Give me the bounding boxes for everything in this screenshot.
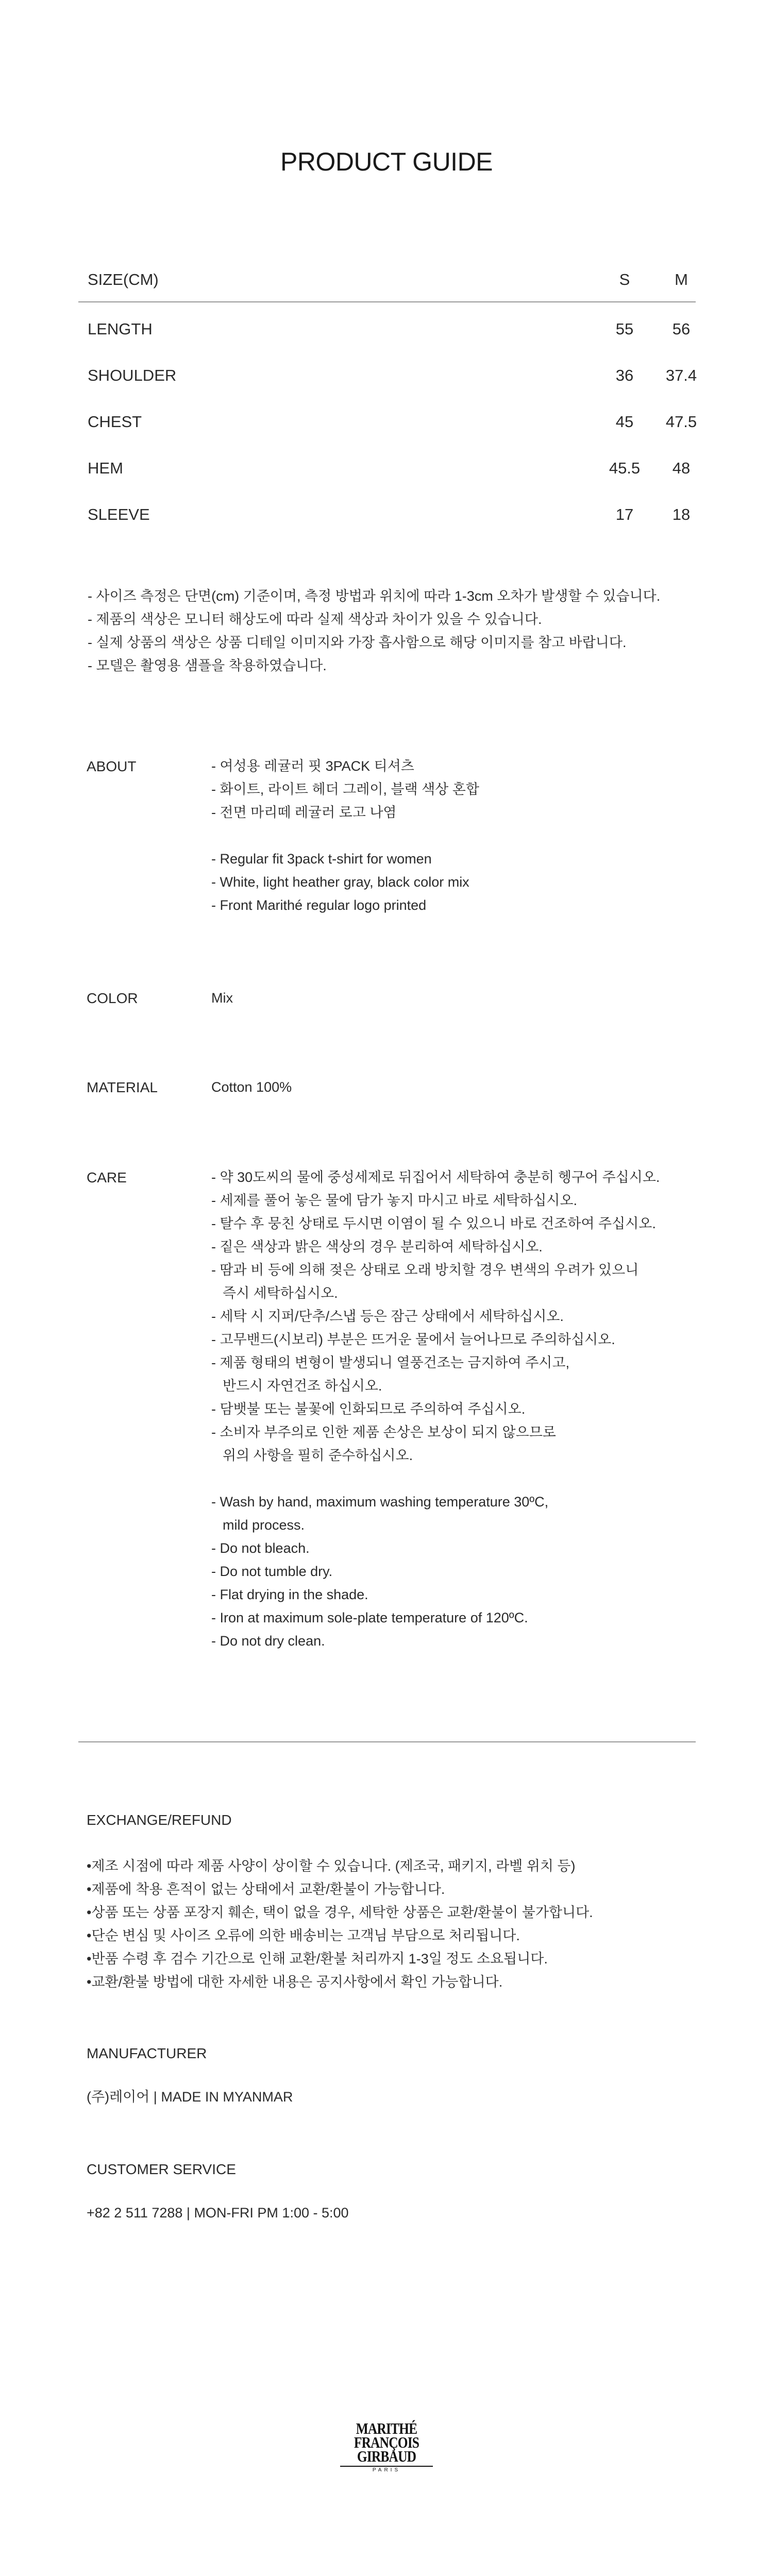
exchange-line: •상품 또는 상품 포장지 훼손, 택이 없을 경우, 세탁한 상품은 교환/환불이 불가합니다. (87, 1905, 593, 1920)
size-header-label: SIZE(CM) (88, 270, 159, 289)
size-row-s: 36 (615, 366, 634, 384)
care-ko-line: - 세제를 풀어 놓은 물에 담가 놓지 마시고 바로 세탁하십시오. (211, 1193, 577, 1208)
about-en-line: - Regular fit 3pack t-shirt for women (211, 851, 432, 867)
care-en-line: - Wash by hand, maximum washing temperature 30ºC, (211, 1494, 549, 1510)
note-line: - 사이즈 측정은 단면(cm) 기준이며, 측정 방법과 위치에 따라 1-3cm 오차가 발생할 수 있습니다. (88, 588, 661, 604)
care-section (87, 1166, 705, 1660)
about-en-line: - White, light heather gray, black color mix (211, 874, 469, 890)
size-table-header (78, 260, 696, 302)
exchange-line: •교환/환불 방법에 대한 자세한 내용은 공지사항에서 확인 가능합니다. (87, 1974, 503, 1990)
size-row-m: 37.4 (665, 366, 697, 384)
spacer (211, 1467, 706, 1490)
size-row-m: 47.5 (665, 413, 697, 431)
note-line: - 모델은 촬영용 샘플을 착용하였습니다. (88, 658, 327, 673)
about-ko-line: - 여성용 레귤러 핏 3PACK 티셔츠 (211, 758, 414, 774)
size-row-label: LENGTH (88, 320, 153, 338)
about-en-line: - Front Marithé regular logo printed (211, 897, 427, 913)
size-row-m: 18 (672, 505, 691, 523)
size-row-chest (78, 400, 696, 447)
exchange-line: •반품 수령 후 검수 기간으로 인해 교환/환불 처리까지 1-3일 정도 소요됩니다. (87, 1951, 548, 1967)
page-title: PRODUCT GUIDE (280, 147, 493, 176)
section-divider (78, 1741, 696, 1742)
customer-service-title: CUSTOMER SERVICE (87, 2161, 236, 2177)
exchange-body (87, 1855, 705, 1994)
exchange-line: •단순 변심 및 사이즈 오류에 의한 배송비는 고객님 부담으로 처리됩니다. (87, 1928, 520, 1943)
size-row-label: SHOULDER (88, 366, 177, 384)
care-en-line: - Do not dry clean. (211, 1633, 325, 1649)
size-row-hem (78, 447, 696, 493)
about-ko-line: - 화이트, 라이트 헤더 그레이, 블랙 색상 혼합 (211, 782, 479, 797)
size-row-sleeve (78, 493, 696, 539)
size-header-m: M (675, 270, 688, 289)
care-en-line: - Iron at maximum sole-plate temperature of 120ºC. (211, 1610, 528, 1625)
material-section (87, 1076, 705, 1101)
color-section (87, 987, 705, 1012)
care-ko-line: - 제품 형태의 변형이 발생되니 열풍건조는 금지하여 주시고, (211, 1355, 569, 1370)
logo-rule (340, 2466, 433, 2467)
size-table (78, 260, 696, 539)
care-ko-line: - 짙은 색상과 밝은 색상의 경우 분리하여 세탁하십시오. (211, 1239, 543, 1255)
care-ko-line: - 소비자 부주의로 인한 제품 손상은 보상이 되지 않으므로 (211, 1425, 556, 1440)
size-row-shoulder (78, 354, 696, 400)
manufacturer-title: MANUFACTURER (87, 2045, 207, 2061)
care-en-line: - Do not bleach. (211, 1540, 310, 1556)
size-row-length (78, 308, 696, 354)
care-ko-line: 즉시 세탁하십시오. (223, 1285, 338, 1301)
care-ko-line: - 고무밴드(시보리) 부분은 뜨거운 물에서 늘어나므로 주의하십시오. (211, 1332, 615, 1347)
color-value: Mix (211, 990, 233, 1006)
care-ko-line: - 담뱃불 또는 불꽃에 인화되므로 주의하여 주십시오. (211, 1401, 526, 1417)
size-row-label: CHEST (88, 413, 142, 431)
logo-paris: PARIS (372, 2467, 401, 2473)
color-label: COLOR (87, 990, 138, 1006)
size-row-label: HEM (88, 459, 123, 477)
manufacturer-value: (주)레이어 | MADE IN MYANMAR (87, 2089, 293, 2105)
note-line: - 실제 상품의 색상은 상품 디테일 이미지와 가장 흡사함으로 해당 이미지를 참고 바랍니다. (88, 635, 627, 650)
spacer (211, 824, 706, 848)
logo-line: GIRBAUD (357, 2447, 416, 2465)
logo-line: FRANÇOIS (354, 2433, 419, 2451)
care-ko-line: 위의 사항을 필히 준수하십시오. (223, 1448, 413, 1463)
size-row-m: 56 (672, 320, 691, 338)
size-header-s: S (619, 270, 630, 289)
material-label: MATERIAL (87, 1079, 158, 1095)
care-en-line: - Flat drying in the shade. (211, 1587, 368, 1602)
size-row-s: 45.5 (609, 459, 641, 477)
size-row-s: 17 (615, 505, 634, 523)
note-line: - 제품의 색상은 모니터 해상도에 따라 실제 색상과 차이가 있을 수 있습니다. (88, 612, 542, 627)
care-en-line: - Do not tumble dry. (211, 1564, 333, 1579)
about-section (87, 755, 705, 920)
about-content (211, 755, 706, 917)
size-row-s: 45 (615, 413, 634, 431)
size-row-s: 55 (615, 320, 634, 338)
care-ko-line: 반드시 자연건조 하십시오. (223, 1378, 382, 1394)
care-label: CARE (87, 1170, 127, 1185)
exchange-line: •제조 시점에 따라 제품 사양이 상이할 수 있습니다. (제조국, 패키지, 라벨 위치 등) (87, 1858, 576, 1874)
exchange-line: •제품에 착용 흔적이 없는 상태에서 교환/환불이 가능합니다. (87, 1882, 445, 1897)
care-en-line: mild process. (223, 1517, 305, 1533)
logo-line: MARITHÉ (356, 2419, 417, 2437)
material-value: Cotton 100% (211, 1079, 292, 1095)
about-label: ABOUT (87, 758, 137, 774)
care-ko-line: - 약 30도씨의 물에 중성세제로 뒤집어서 세탁하여 충분히 헹구어 주십시오. (211, 1170, 660, 1185)
care-ko-line: - 세탁 시 지퍼/단추/스냅 등은 잠근 상태에서 세탁하십시오. (211, 1309, 564, 1324)
size-row-m: 48 (672, 459, 691, 477)
about-ko-line: - 전면 마리떼 레귤러 로고 나염 (211, 805, 397, 820)
care-ko-line: - 탈수 후 뭉친 상태로 두시면 이염이 될 수 있으니 바로 건조하여 주십시오. (211, 1216, 656, 1231)
size-row-label: SLEEVE (88, 505, 150, 523)
care-content (211, 1166, 706, 1653)
care-ko-line: - 땀과 비 등에 의해 젖은 상태로 오래 방치할 경우 변색의 우려가 있으니 (211, 1262, 639, 1278)
brand-logo (335, 2421, 438, 2478)
customer-service-value: +82 2 511 7288 | MON-FRI PM 1:00 - 5:00 (87, 2205, 349, 2221)
exchange-title: EXCHANGE/REFUND (87, 1812, 232, 1828)
size-notes (88, 585, 706, 677)
